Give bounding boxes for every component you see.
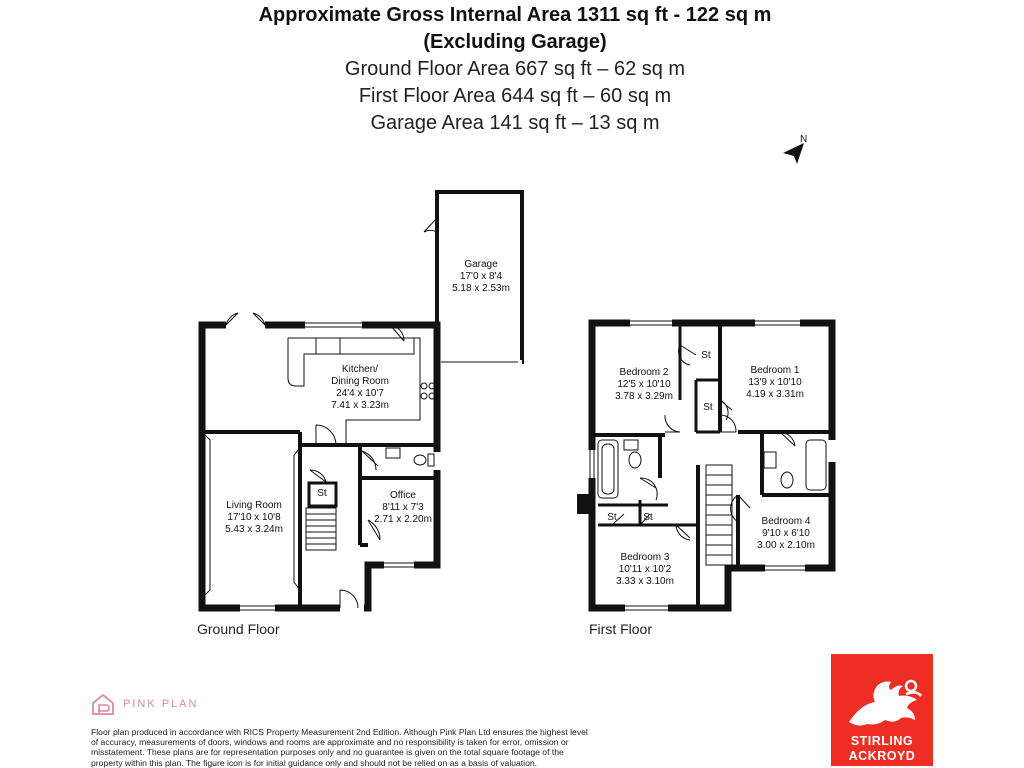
office-size-imperial: 8'11 x 7'3	[382, 502, 424, 513]
living-room-name: Living Room	[226, 500, 282, 511]
bedroom3-size-imperial: 10'11 x 10'2	[618, 564, 672, 575]
office-name: Office	[390, 490, 416, 501]
first-floor-caption: First Floor	[589, 621, 652, 637]
bedroom2-size-imperial: 12'5 x 10'10	[617, 379, 671, 390]
gross-area-line: Approximate Gross Internal Area 1311 sq ft - 122 sq m	[258, 4, 772, 26]
excluding-garage-line: (Excluding Garage)	[423, 31, 607, 53]
bedroom3-size-metric: 3.33 x 3.10m	[616, 576, 674, 587]
garage-size-metric: 5.18 x 2.53m	[452, 283, 510, 294]
first-floor-area-line: First Floor Area 644 sq ft – 60 sq m	[358, 85, 672, 107]
first-store-2-label: St	[703, 402, 713, 413]
first-floor-labels	[607, 350, 815, 587]
garage-size-imperial: 17'0 x 8'4	[459, 271, 503, 282]
bedroom2-name: Bedroom 2	[619, 367, 669, 378]
disclaimer-text: Floor plan produced in accordance with RICS Property Measurement 2nd Edition. Although Pink Plan Ltd ensures the highest level of accuracy, measurements of doors, windows and rooms are approximate and no responsibility is taken for error, omission or misstatement. These plans are for representation purposes only and no guarantee is given on the total square footage of the property within this plan. The figure icon is for initial guidance only and should not be relied on as a basis of valuation.	[91, 727, 588, 768]
bedroom3-name: Bedroom 3	[620, 552, 670, 563]
kitchen-size-metric: 7.41 x 3.23m	[331, 400, 389, 411]
griffin-icon	[831, 660, 933, 735]
first-store-4-label: St	[643, 512, 653, 523]
bedroom4-name: Bedroom 4	[761, 516, 811, 527]
first-store-1-label: St	[701, 350, 711, 361]
logo-line-1: STIRLING	[850, 734, 914, 748]
bedroom1-name: Bedroom 1	[750, 365, 800, 376]
compass-north-label: N	[800, 134, 808, 145]
bedroom1-size-imperial: 13'9 x 10'10	[748, 377, 802, 388]
kitchen-name-1: Kitchen/	[341, 364, 379, 375]
kitchen-name-2: Dining Room	[331, 376, 389, 387]
bedroom1-size-metric: 4.19 x 3.31m	[746, 389, 804, 400]
kitchen-size-imperial: 24'4 x 10'7	[336, 388, 384, 399]
office-size-metric: 2.71 x 2.20m	[374, 514, 432, 525]
ground-floor-labels	[225, 259, 510, 535]
ground-store-label: St	[317, 488, 327, 499]
logo-line-2: ACKROYD	[848, 749, 916, 763]
bedroom2-size-metric: 3.78 x 3.29m	[615, 391, 673, 402]
bedroom4-size-imperial: 9'10 x 6'10	[762, 528, 810, 539]
garage-name: Garage	[464, 259, 498, 270]
pink-plan-brand: PINK PLAN	[123, 698, 199, 710]
bedroom4-size-metric: 3.00 x 2.10m	[757, 540, 815, 551]
garage-area-line: Garage Area 141 sq ft – 13 sq m	[370, 112, 660, 134]
ground-floor-caption: Ground Floor	[197, 621, 280, 637]
compass-icon	[783, 134, 807, 164]
living-room-size-imperial: 17'10 x 10'8	[227, 512, 281, 523]
living-room-size-metric: 5.43 x 3.24m	[225, 524, 283, 535]
stirling-ackroyd-logo	[831, 654, 933, 766]
first-store-3-label: St	[607, 512, 617, 523]
ground-floor-area-line: Ground Floor Area 667 sq ft – 62 sq m	[344, 58, 686, 80]
